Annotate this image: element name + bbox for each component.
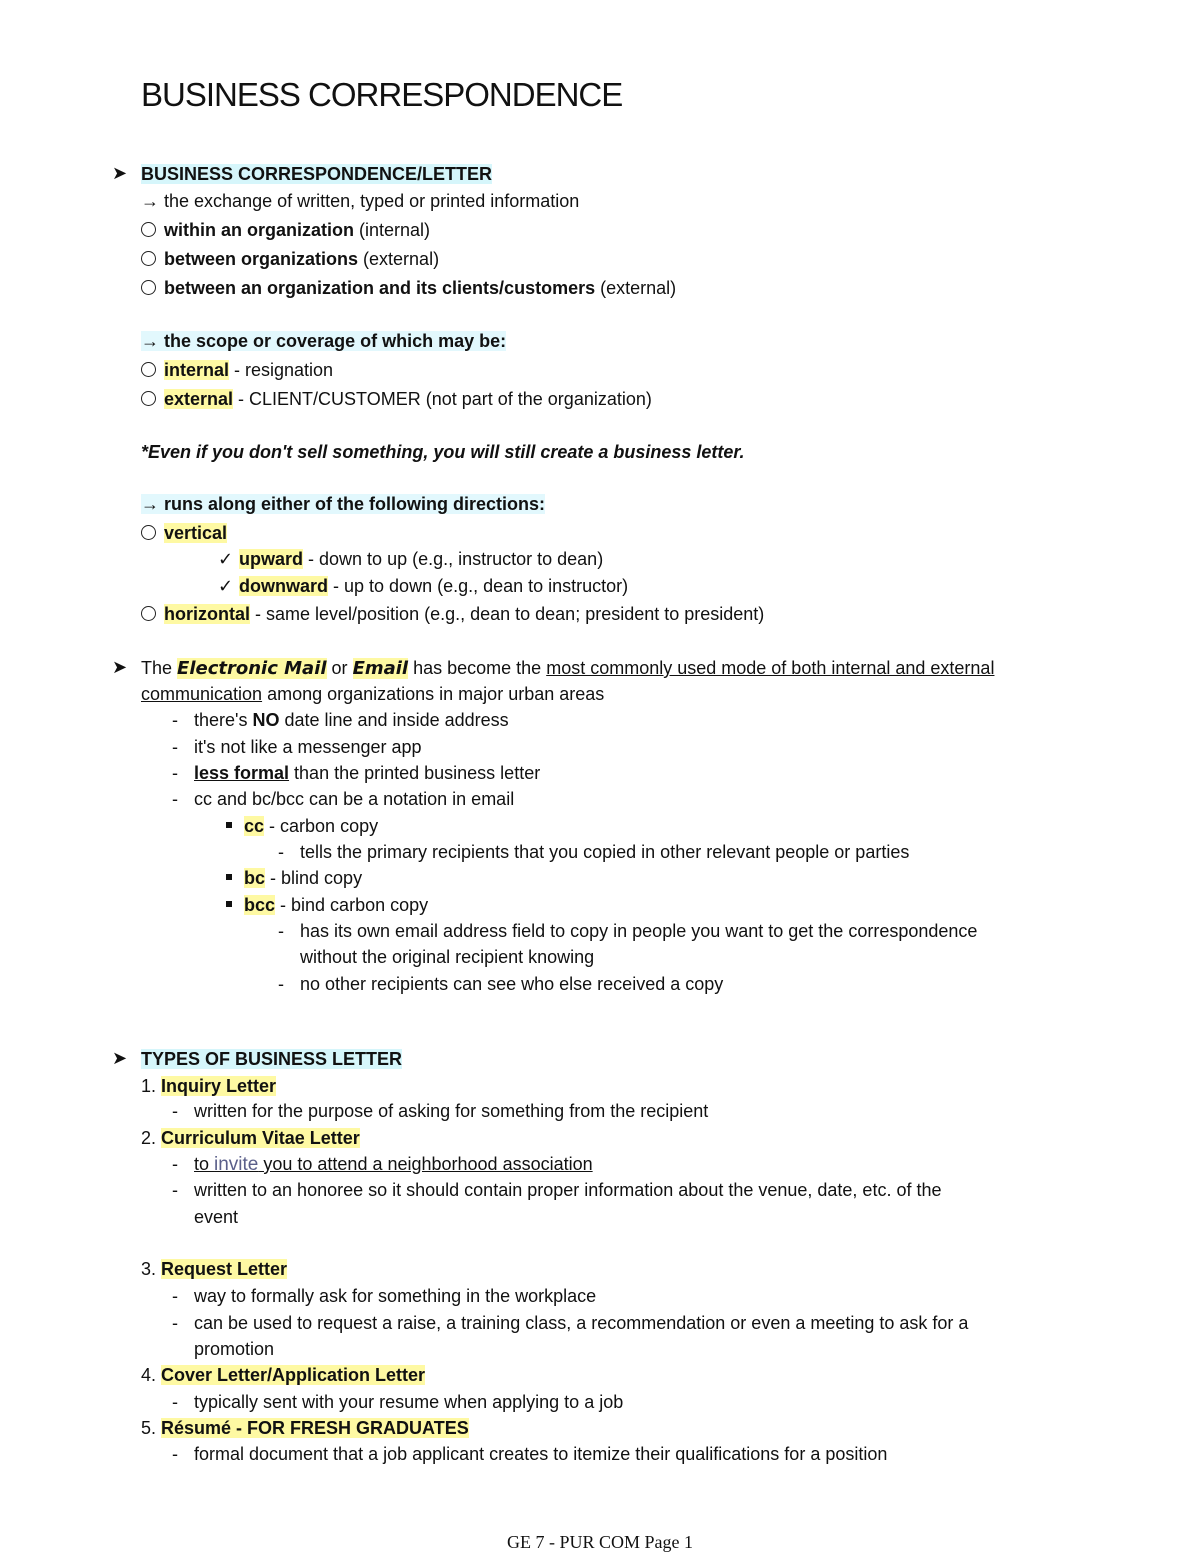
text: no other recipients can see who else received a copy [300, 974, 724, 994]
list-item-continuation: without the original recipient knowing [300, 947, 595, 967]
item-rest: (external) [358, 249, 440, 269]
type-item [141, 1364, 425, 1386]
arrowhead-bullet-icon: ➤ [112, 1048, 128, 1068]
text: written to an honoree so it should contain proper information about the venue, date, etc. of the [194, 1180, 942, 1200]
list-item [172, 762, 540, 784]
heading-text: BUSINESS CORRESPONDENCE/LETTER [141, 164, 493, 184]
circle-bullet-icon [141, 525, 156, 540]
text: cc and bc/bcc can be a notation in email [194, 789, 515, 809]
number: 2. [141, 1128, 162, 1148]
text-bold: NO [252, 710, 280, 730]
list-item [226, 894, 428, 916]
text: there's [194, 710, 253, 730]
text: than the printed business letter [289, 763, 541, 783]
list-item [141, 359, 333, 381]
number: 5. [141, 1418, 162, 1438]
text: The [141, 658, 178, 678]
circle-bullet-icon [141, 362, 156, 377]
text: written for the purpose of asking for something from the recipient [194, 1101, 709, 1121]
list-item-continuation: promotion [194, 1339, 275, 1359]
number: 4. [141, 1365, 162, 1385]
type-name: Curriculum Vitae Letter [161, 1128, 360, 1148]
type-item [141, 1258, 287, 1280]
dash-bullet: - [172, 789, 178, 809]
list-item [141, 603, 764, 625]
dash-bullet: - [172, 1101, 178, 1121]
circle-bullet-icon [141, 251, 156, 266]
underlined-text: communication [141, 684, 263, 704]
list-item [278, 973, 723, 995]
page-footer: GE 7 - PUR COM Page 1 [506, 1532, 693, 1552]
list-item [141, 248, 439, 270]
scope-heading [141, 330, 506, 352]
right-arrow-icon: → [141, 331, 159, 351]
list-item [278, 920, 977, 942]
text: you to attend a neighborhood association [258, 1154, 593, 1174]
checkmark-icon: ✓ [218, 549, 234, 569]
text: among organizations in major urban areas [262, 684, 605, 704]
list-item [218, 575, 628, 597]
underlined-text: most commonly used mode of both internal and external [546, 658, 995, 678]
list-item [172, 1312, 968, 1334]
item-bold: upward [239, 549, 304, 569]
checkmark-icon: ✓ [218, 576, 234, 596]
type-name: Cover Letter/Application Letter [161, 1365, 426, 1385]
list-item [141, 219, 430, 241]
dash-bullet: - [278, 974, 284, 994]
text: tells the primary recipients that you copied in other relevant people or parties [300, 842, 910, 862]
number: 3. [141, 1259, 162, 1279]
section-heading-correspondence [141, 163, 492, 185]
item-rest: - CLIENT/CUSTOMER (not part of the organization) [233, 389, 652, 409]
item-bold: between an organization and its clients/customers [164, 278, 596, 298]
list-item [172, 1443, 887, 1465]
arrowhead-bullet-icon: ➤ [112, 657, 128, 677]
list-item [172, 1391, 623, 1413]
page-title: BUSINESS CORRESPONDENCE [141, 76, 623, 113]
item-bold: external [164, 389, 234, 409]
square-bullet-icon [226, 901, 232, 907]
text-bold: bc [244, 868, 266, 888]
list-item [172, 1285, 596, 1307]
list-item [172, 736, 422, 758]
dash-bullet: - [172, 1444, 178, 1464]
item-bold: between organizations [164, 249, 359, 269]
text: date line and inside address [279, 710, 509, 730]
note: *Even if you don't sell something, you will still create a business letter. [141, 442, 745, 462]
dash-bullet: - [172, 1180, 178, 1200]
list-item [141, 388, 652, 410]
scope-heading-text: the scope or coverage of which may be: [164, 331, 507, 351]
list-item [218, 548, 603, 570]
circle-bullet-icon [141, 280, 156, 295]
item-bold: horizontal [164, 604, 250, 624]
item-bold: within an organization [164, 220, 354, 240]
square-bullet-icon [226, 874, 232, 880]
list-item [141, 522, 227, 544]
section-heading-types [141, 1048, 402, 1070]
text: it's not like a messenger app [194, 737, 422, 757]
text: formal document that a job applicant creates to itemize their qualifications for a position [194, 1444, 888, 1464]
list-item [172, 709, 509, 731]
text: to [194, 1154, 215, 1174]
type-item [141, 1417, 469, 1439]
type-name: Résumé - FOR FRESH GRADUATES [161, 1418, 469, 1438]
emphasis-electronic-mail: Electronic Mail [177, 658, 327, 679]
directions-heading-text: runs along either of the following directions: [164, 494, 546, 514]
text: - carbon copy [264, 816, 379, 836]
definition-text: the exchange of written, typed or printed information [164, 191, 580, 211]
item-rest: - up to down (e.g., dean to instructor) [328, 576, 629, 596]
list-item [141, 277, 676, 299]
list-item [278, 841, 909, 863]
list-item [172, 1153, 593, 1176]
list-item [172, 788, 514, 810]
text: or [326, 658, 353, 678]
dash-bullet: - [172, 763, 178, 783]
right-arrow-icon: → [141, 191, 159, 211]
list-item [172, 1179, 941, 1201]
type-name: Inquiry Letter [161, 1076, 277, 1096]
definition-line [141, 190, 579, 212]
text-bold: bcc [244, 895, 276, 915]
right-arrow-icon: → [141, 494, 159, 514]
type-item [141, 1127, 360, 1149]
dash-bullet: - [172, 1313, 178, 1333]
circle-bullet-icon [141, 222, 156, 237]
circle-bullet-icon [141, 391, 156, 406]
item-bold: downward [239, 576, 329, 596]
text: has become the [408, 658, 547, 678]
type-name: Request Letter [161, 1259, 288, 1279]
text-bold-underlined: less formal [194, 763, 290, 783]
dash-bullet: - [278, 921, 284, 941]
square-bullet-icon [226, 822, 232, 828]
number: 1. [141, 1076, 162, 1096]
email-paragraph-line1 [141, 657, 994, 680]
item-rest: - same level/position (e.g., dean to dean; president to president) [250, 604, 765, 624]
heading-text: TYPES OF BUSINESS LETTER [141, 1049, 403, 1069]
dash-bullet: - [172, 710, 178, 730]
text: way to formally ask for something in the workplace [194, 1286, 597, 1306]
list-item [226, 867, 362, 889]
text: has its own email address field to copy in people you want to get the correspondence [300, 921, 978, 941]
text-invite: invite [214, 1154, 259, 1175]
item-rest: - down to up (e.g., instructor to dean) [303, 549, 604, 569]
circle-bullet-icon [141, 606, 156, 621]
emphasis-email: Email [352, 658, 409, 679]
item-bold: vertical [164, 523, 228, 543]
text: - blind copy [265, 868, 363, 888]
dash-bullet: - [172, 737, 178, 757]
dash-bullet: - [172, 1154, 178, 1174]
directions-heading [141, 493, 545, 515]
text: typically sent with your resume when applying to a job [194, 1392, 624, 1412]
list-item [226, 815, 378, 837]
text: can be used to request a raise, a training class, a recommendation or even a meeting to ask for a [194, 1313, 969, 1333]
email-paragraph-line2 [141, 683, 604, 705]
text: - bind carbon copy [275, 895, 429, 915]
item-rest: (internal) [354, 220, 431, 240]
arrowhead-bullet-icon: ➤ [112, 163, 128, 183]
item-bold: internal [164, 360, 230, 380]
list-item [172, 1100, 708, 1122]
item-rest: (external) [595, 278, 677, 298]
dash-bullet: - [172, 1392, 178, 1412]
dash-bullet: - [278, 842, 284, 862]
dash-bullet: - [172, 1286, 178, 1306]
list-item-continuation: event [194, 1207, 239, 1227]
type-item [141, 1075, 276, 1097]
item-rest: - resignation [229, 360, 334, 380]
text-bold: cc [244, 816, 265, 836]
